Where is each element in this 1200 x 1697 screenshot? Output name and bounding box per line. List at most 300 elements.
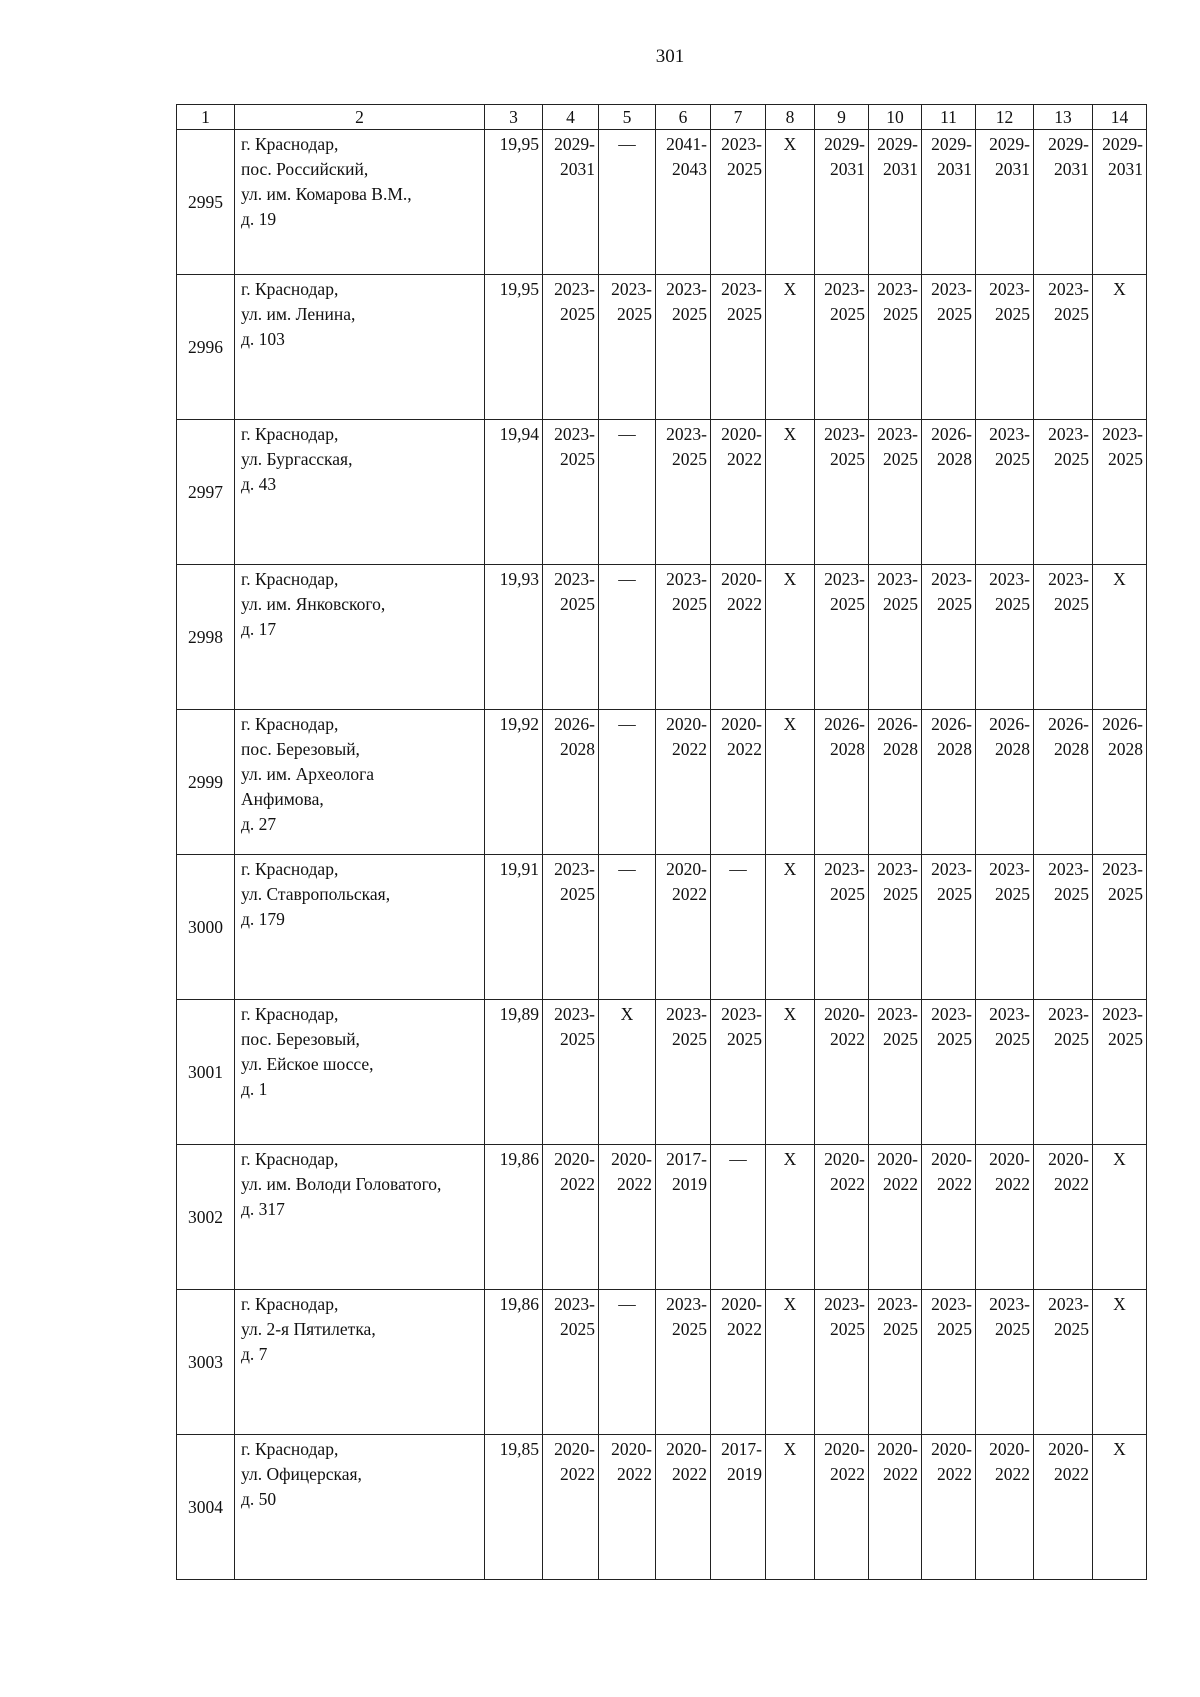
cell-line: 2022 bbox=[560, 1174, 595, 1194]
column-header-12: 12 bbox=[976, 105, 1034, 130]
period-cell-col-4 bbox=[543, 420, 599, 565]
cell-line: 2031 bbox=[1054, 159, 1089, 179]
period-cell-col-13 bbox=[1034, 710, 1093, 855]
period-cell-col-4 bbox=[543, 1145, 599, 1290]
column-header-5: 5 bbox=[599, 105, 656, 130]
period-cell-col-5 bbox=[599, 420, 656, 565]
cell-line: пос. Российский, bbox=[241, 159, 369, 179]
cell-line: ул. Ейское шоссе, bbox=[241, 1054, 374, 1074]
period-cell-col-9 bbox=[815, 130, 869, 275]
period-cell-col-6 bbox=[656, 420, 711, 565]
cell-line: X bbox=[783, 1149, 797, 1169]
period-cell-col-8 bbox=[766, 565, 815, 710]
address-cell bbox=[235, 710, 485, 855]
column-header-13: 13 bbox=[1034, 105, 1093, 130]
period-cell-col-12 bbox=[976, 1435, 1034, 1580]
cell-line: 2025 bbox=[560, 1029, 595, 1049]
cell-line: 2019 bbox=[672, 1174, 707, 1194]
cell-line: 2025 bbox=[883, 594, 918, 614]
cell-line: 2022 bbox=[830, 1174, 865, 1194]
column-header-2: 2 bbox=[235, 105, 485, 130]
period-cell-col-7 bbox=[711, 275, 766, 420]
cell-line: 2041- bbox=[666, 134, 707, 154]
address-cell bbox=[235, 1435, 485, 1580]
period-cell-col-12 bbox=[976, 130, 1034, 275]
cell-line: 2022 bbox=[672, 739, 707, 759]
period-cell-col-9 bbox=[815, 565, 869, 710]
cell-line: 2023- bbox=[1102, 859, 1143, 879]
address-cell bbox=[235, 1145, 485, 1290]
cell-line: 2028 bbox=[937, 739, 972, 759]
cell-line: 2028 bbox=[937, 449, 972, 469]
cell-line: 2025 bbox=[727, 1029, 762, 1049]
cell-line: 2022 bbox=[995, 1174, 1030, 1194]
cell-line: 2020- bbox=[931, 1149, 972, 1169]
cell-line: г. Краснодар, bbox=[241, 569, 339, 589]
cell-line: 2025 bbox=[672, 449, 707, 469]
cell-line: 2017- bbox=[666, 1149, 707, 1169]
cell-line: 2023- bbox=[666, 424, 707, 444]
cell-line: ул. Офицерская, bbox=[241, 1464, 362, 1484]
cell-line: 2029- bbox=[824, 134, 865, 154]
cell-line: 2022 bbox=[617, 1464, 652, 1484]
cell-line: 2031 bbox=[830, 159, 865, 179]
column-header-14: 14 bbox=[1093, 105, 1147, 130]
cell-line: ул. им. Комарова В.М., bbox=[241, 184, 412, 204]
cell-line: г. Краснодар, bbox=[241, 1294, 339, 1314]
cell-line: 2025 bbox=[1108, 449, 1143, 469]
column-header-11: 11 bbox=[922, 105, 976, 130]
cell-line: 2022 bbox=[727, 739, 762, 759]
period-cell-col-4 bbox=[543, 275, 599, 420]
period-cell-col-11 bbox=[922, 565, 976, 710]
period-cell-col-13 bbox=[1034, 565, 1093, 710]
cell-line: — bbox=[618, 569, 636, 589]
cell-line: 2023- bbox=[877, 569, 918, 589]
period-cell-col-5 bbox=[599, 1435, 656, 1580]
period-cell-col-10 bbox=[869, 1290, 922, 1435]
period-cell-col-5 bbox=[599, 275, 656, 420]
cell-line: 2025 bbox=[830, 449, 865, 469]
period-cell-col-12 bbox=[976, 1145, 1034, 1290]
cell-line: X bbox=[783, 424, 797, 444]
cell-line: 2023- bbox=[1048, 279, 1089, 299]
cell-line: 2020- bbox=[666, 714, 707, 734]
period-cell-col-12 bbox=[976, 565, 1034, 710]
cell-line: 2025 bbox=[672, 594, 707, 614]
cell-line: д. 179 bbox=[241, 909, 285, 929]
cell-line: 2020- bbox=[721, 714, 762, 734]
score-cell: 19,95 bbox=[485, 130, 543, 275]
period-cell-col-9 bbox=[815, 1290, 869, 1435]
cell-line: г. Краснодар, bbox=[241, 424, 339, 444]
cell-line: 2019 bbox=[727, 1464, 762, 1484]
period-cell-col-10 bbox=[869, 1435, 922, 1580]
cell-line: 2025 bbox=[883, 1319, 918, 1339]
cell-line: 2023- bbox=[554, 569, 595, 589]
cell-line: 2022 bbox=[672, 1464, 707, 1484]
cell-line: 2029- bbox=[554, 134, 595, 154]
cell-line: 2023- bbox=[721, 279, 762, 299]
cell-line: 2025 bbox=[883, 449, 918, 469]
period-cell-col-13 bbox=[1034, 1000, 1093, 1145]
period-cell-col-6 bbox=[656, 710, 711, 855]
address-cell bbox=[235, 275, 485, 420]
cell-line: 2020- bbox=[824, 1149, 865, 1169]
cell-line: 2023- bbox=[554, 1294, 595, 1314]
cell-line: пос. Березовый, bbox=[241, 739, 360, 759]
period-cell-col-10 bbox=[869, 855, 922, 1000]
cell-line: 2025 bbox=[995, 449, 1030, 469]
cell-line: — bbox=[618, 134, 636, 154]
cell-line: 2031 bbox=[937, 159, 972, 179]
cell-line: 2025 bbox=[937, 594, 972, 614]
period-cell-col-4 bbox=[543, 855, 599, 1000]
cell-line: 2025 bbox=[1054, 449, 1089, 469]
cell-line: 2022 bbox=[937, 1174, 972, 1194]
period-cell-col-9 bbox=[815, 1145, 869, 1290]
cell-line: 2023- bbox=[989, 1004, 1030, 1024]
cell-line: 2023- bbox=[554, 279, 595, 299]
cell-line: 2023- bbox=[824, 424, 865, 444]
period-cell-col-5 bbox=[599, 130, 656, 275]
column-header-4: 4 bbox=[543, 105, 599, 130]
table-row bbox=[177, 565, 1147, 710]
cell-line: 2023- bbox=[666, 279, 707, 299]
cell-line: д. 103 bbox=[241, 329, 285, 349]
cell-line: 2026- bbox=[824, 714, 865, 734]
table-row bbox=[177, 420, 1147, 565]
cell-line: 2031 bbox=[995, 159, 1030, 179]
table-row bbox=[177, 855, 1147, 1000]
period-cell-col-10 bbox=[869, 275, 922, 420]
table-row bbox=[177, 1145, 1147, 1290]
row-number: 3003 bbox=[177, 1290, 235, 1435]
cell-line: 2029- bbox=[989, 134, 1030, 154]
cell-line: 2025 bbox=[995, 594, 1030, 614]
cell-line: 2025 bbox=[937, 304, 972, 324]
cell-line: 2022 bbox=[995, 1464, 1030, 1484]
cell-line: 2025 bbox=[830, 1319, 865, 1339]
cell-line: 2028 bbox=[560, 739, 595, 759]
cell-line: 2023- bbox=[824, 1294, 865, 1314]
period-cell-col-4 bbox=[543, 565, 599, 710]
cell-line: X bbox=[783, 1439, 797, 1459]
schedule-table bbox=[176, 104, 1147, 1580]
period-cell-col-10 bbox=[869, 565, 922, 710]
cell-line: г. Краснодар, bbox=[241, 1149, 339, 1169]
cell-line: 2023- bbox=[931, 1004, 972, 1024]
cell-line: X bbox=[783, 714, 797, 734]
cell-line: ул. им. Ленина, bbox=[241, 304, 356, 324]
period-cell-col-5 bbox=[599, 710, 656, 855]
cell-line: 2020- bbox=[666, 1439, 707, 1459]
cell-line: ул. им. Володи Головатого, bbox=[241, 1174, 442, 1194]
cell-line: 2026- bbox=[931, 424, 972, 444]
cell-line: 2023- bbox=[721, 1004, 762, 1024]
cell-line: 2025 bbox=[560, 884, 595, 904]
period-cell-col-14 bbox=[1093, 1145, 1147, 1290]
cell-line: — bbox=[618, 859, 636, 879]
cell-line: 2020- bbox=[824, 1004, 865, 1024]
cell-line: пос. Березовый, bbox=[241, 1029, 360, 1049]
period-cell-col-11 bbox=[922, 855, 976, 1000]
period-cell-col-7 bbox=[711, 565, 766, 710]
cell-line: 2025 bbox=[560, 594, 595, 614]
cell-line: — bbox=[729, 859, 747, 879]
cell-line: 2025 bbox=[830, 594, 865, 614]
cell-line: 2023- bbox=[1048, 1004, 1089, 1024]
cell-line: 2020- bbox=[989, 1149, 1030, 1169]
cell-line: 2025 bbox=[937, 884, 972, 904]
period-cell-col-8 bbox=[766, 130, 815, 275]
address-cell bbox=[235, 1000, 485, 1145]
period-cell-col-14 bbox=[1093, 855, 1147, 1000]
cell-line: 2020- bbox=[721, 569, 762, 589]
cell-line: 2020- bbox=[611, 1149, 652, 1169]
period-cell-col-6 bbox=[656, 1290, 711, 1435]
cell-line: 2022 bbox=[617, 1174, 652, 1194]
period-cell-col-6 bbox=[656, 565, 711, 710]
cell-line: 2022 bbox=[1054, 1174, 1089, 1194]
cell-line: 2023- bbox=[721, 134, 762, 154]
period-cell-col-12 bbox=[976, 1000, 1034, 1145]
period-cell-col-11 bbox=[922, 710, 976, 855]
cell-line: 2025 bbox=[672, 1319, 707, 1339]
cell-line: г. Краснодар, bbox=[241, 1004, 339, 1024]
cell-line: 2023- bbox=[824, 569, 865, 589]
cell-line: 2025 bbox=[672, 1029, 707, 1049]
period-cell-col-6 bbox=[656, 855, 711, 1000]
address-cell bbox=[235, 420, 485, 565]
cell-line: 2020- bbox=[611, 1439, 652, 1459]
cell-line: 2020- bbox=[1048, 1439, 1089, 1459]
cell-line: 2025 bbox=[995, 884, 1030, 904]
period-cell-col-6 bbox=[656, 1000, 711, 1145]
period-cell-col-8 bbox=[766, 1435, 815, 1580]
row-number: 2996 bbox=[177, 275, 235, 420]
cell-line: 2022 bbox=[830, 1464, 865, 1484]
period-cell-col-14 bbox=[1093, 130, 1147, 275]
cell-line: 2025 bbox=[727, 304, 762, 324]
score-cell: 19,85 bbox=[485, 1435, 543, 1580]
cell-line: X bbox=[620, 1004, 634, 1024]
cell-line: 2025 bbox=[883, 1029, 918, 1049]
cell-line: 2023- bbox=[666, 569, 707, 589]
cell-line: X bbox=[783, 134, 797, 154]
cell-line: 2023- bbox=[877, 1004, 918, 1024]
cell-line: 2029- bbox=[931, 134, 972, 154]
cell-line: 2025 bbox=[727, 159, 762, 179]
cell-line: 2025 bbox=[883, 304, 918, 324]
row-number: 3000 bbox=[177, 855, 235, 1000]
cell-line: 2020- bbox=[554, 1439, 595, 1459]
cell-line: 2026- bbox=[877, 714, 918, 734]
cell-line: 2028 bbox=[1108, 739, 1143, 759]
cell-line: 2022 bbox=[727, 449, 762, 469]
cell-line: 2025 bbox=[995, 304, 1030, 324]
cell-line: X bbox=[1113, 1294, 1126, 1314]
cell-line: ул. Бургасская, bbox=[241, 449, 353, 469]
address-cell bbox=[235, 855, 485, 1000]
period-cell-col-9 bbox=[815, 275, 869, 420]
cell-line: 2023- bbox=[931, 279, 972, 299]
cell-line: 2023- bbox=[1048, 1294, 1089, 1314]
period-cell-col-14 bbox=[1093, 710, 1147, 855]
period-cell-col-13 bbox=[1034, 1290, 1093, 1435]
cell-line: 2029- bbox=[877, 134, 918, 154]
address-cell bbox=[235, 130, 485, 275]
period-cell-col-4 bbox=[543, 1000, 599, 1145]
column-header-3: 3 bbox=[485, 105, 543, 130]
period-cell-col-7 bbox=[711, 420, 766, 565]
cell-line: 2025 bbox=[995, 1319, 1030, 1339]
cell-line: — bbox=[729, 1149, 747, 1169]
cell-line: 2020- bbox=[824, 1439, 865, 1459]
cell-line: 2020- bbox=[666, 859, 707, 879]
cell-line: X bbox=[1113, 1439, 1126, 1459]
cell-line: 2022 bbox=[727, 594, 762, 614]
row-number: 2997 bbox=[177, 420, 235, 565]
cell-line: 2023- bbox=[1048, 424, 1089, 444]
period-cell-col-8 bbox=[766, 1145, 815, 1290]
period-cell-col-14 bbox=[1093, 1290, 1147, 1435]
period-cell-col-4 bbox=[543, 130, 599, 275]
cell-line: 2028 bbox=[995, 739, 1030, 759]
cell-line: 2025 bbox=[830, 304, 865, 324]
period-cell-col-10 bbox=[869, 1000, 922, 1145]
cell-line: д. 50 bbox=[241, 1489, 277, 1509]
period-cell-col-14 bbox=[1093, 420, 1147, 565]
cell-line: г. Краснодар, bbox=[241, 1439, 339, 1459]
period-cell-col-6 bbox=[656, 130, 711, 275]
row-number: 2999 bbox=[177, 710, 235, 855]
cell-line: 2026- bbox=[554, 714, 595, 734]
cell-line: 2025 bbox=[560, 449, 595, 469]
score-cell: 19,86 bbox=[485, 1145, 543, 1290]
cell-line: 2023- bbox=[824, 279, 865, 299]
period-cell-col-8 bbox=[766, 1290, 815, 1435]
period-cell-col-5 bbox=[599, 1145, 656, 1290]
cell-line: — bbox=[618, 714, 636, 734]
cell-line: 2025 bbox=[1054, 884, 1089, 904]
cell-line: г. Краснодар, bbox=[241, 134, 339, 154]
period-cell-col-13 bbox=[1034, 855, 1093, 1000]
table-row bbox=[177, 710, 1147, 855]
cell-line: 2020- bbox=[931, 1439, 972, 1459]
cell-line: 2017- bbox=[721, 1439, 762, 1459]
period-cell-col-11 bbox=[922, 1000, 976, 1145]
period-cell-col-7 bbox=[711, 710, 766, 855]
page-number: 301 bbox=[655, 46, 685, 67]
cell-line: X bbox=[783, 1294, 797, 1314]
cell-line: 2025 bbox=[617, 304, 652, 324]
cell-line: 2023- bbox=[611, 279, 652, 299]
cell-line: ул. 2-я Пятилетка, bbox=[241, 1319, 376, 1339]
cell-line: 2020- bbox=[877, 1149, 918, 1169]
cell-line: 2020- bbox=[989, 1439, 1030, 1459]
score-cell: 19,92 bbox=[485, 710, 543, 855]
cell-line: ул. им. Археолога bbox=[241, 764, 375, 784]
cell-line: 2023- bbox=[1102, 1004, 1143, 1024]
period-cell-col-11 bbox=[922, 1435, 976, 1580]
table-body bbox=[177, 130, 1147, 1580]
row-number: 3002 bbox=[177, 1145, 235, 1290]
cell-line: X bbox=[1113, 1149, 1126, 1169]
cell-line: 2023- bbox=[989, 569, 1030, 589]
cell-line: 2025 bbox=[1108, 884, 1143, 904]
cell-line: X bbox=[783, 569, 797, 589]
cell-line: 2023- bbox=[989, 859, 1030, 879]
period-cell-col-5 bbox=[599, 1000, 656, 1145]
period-cell-col-11 bbox=[922, 275, 976, 420]
column-header-7: 7 bbox=[711, 105, 766, 130]
cell-line: г. Краснодар, bbox=[241, 859, 339, 879]
period-cell-col-8 bbox=[766, 855, 815, 1000]
cell-line: 2026- bbox=[1102, 714, 1143, 734]
cell-line: 2023- bbox=[877, 424, 918, 444]
period-cell-col-6 bbox=[656, 1435, 711, 1580]
period-cell-col-9 bbox=[815, 1000, 869, 1145]
cell-line: 2022 bbox=[883, 1174, 918, 1194]
cell-line: 2023- bbox=[1048, 859, 1089, 879]
cell-line: 2028 bbox=[883, 739, 918, 759]
table-row bbox=[177, 1435, 1147, 1580]
period-cell-col-4 bbox=[543, 710, 599, 855]
cell-line: X bbox=[783, 1004, 797, 1024]
cell-line: 2023- bbox=[1048, 569, 1089, 589]
column-header-9: 9 bbox=[815, 105, 869, 130]
period-cell-col-4 bbox=[543, 1290, 599, 1435]
cell-line: 2022 bbox=[830, 1029, 865, 1049]
address-cell bbox=[235, 1290, 485, 1435]
cell-line: 2026- bbox=[1048, 714, 1089, 734]
score-cell: 19,93 bbox=[485, 565, 543, 710]
cell-line: ул. Ставропольская, bbox=[241, 884, 391, 904]
period-cell-col-10 bbox=[869, 710, 922, 855]
period-cell-col-5 bbox=[599, 1290, 656, 1435]
row-number: 2998 bbox=[177, 565, 235, 710]
cell-line: 2025 bbox=[1054, 304, 1089, 324]
period-cell-col-7 bbox=[711, 1145, 766, 1290]
cell-line: 2025 bbox=[1054, 594, 1089, 614]
header-row bbox=[177, 105, 1147, 130]
period-cell-col-5 bbox=[599, 565, 656, 710]
period-cell-col-13 bbox=[1034, 420, 1093, 565]
cell-line: 2023- bbox=[989, 279, 1030, 299]
cell-line: 2031 bbox=[1108, 159, 1143, 179]
period-cell-col-5 bbox=[599, 855, 656, 1000]
period-cell-col-10 bbox=[869, 130, 922, 275]
cell-line: д. 317 bbox=[241, 1199, 285, 1219]
cell-line: д. 7 bbox=[241, 1344, 268, 1364]
period-cell-col-13 bbox=[1034, 275, 1093, 420]
period-cell-col-11 bbox=[922, 130, 976, 275]
cell-line: 2022 bbox=[883, 1464, 918, 1484]
cell-line: 2025 bbox=[672, 304, 707, 324]
cell-line: 2023- bbox=[554, 1004, 595, 1024]
column-header-6: 6 bbox=[656, 105, 711, 130]
cell-line: 2025 bbox=[995, 1029, 1030, 1049]
cell-line: 2029- bbox=[1048, 134, 1089, 154]
cell-line: 2022 bbox=[672, 884, 707, 904]
cell-line: 2043 bbox=[672, 159, 707, 179]
row-number: 2995 bbox=[177, 130, 235, 275]
cell-line: 2025 bbox=[1054, 1319, 1089, 1339]
period-cell-col-12 bbox=[976, 1290, 1034, 1435]
period-cell-col-9 bbox=[815, 710, 869, 855]
cell-line: X bbox=[783, 859, 797, 879]
